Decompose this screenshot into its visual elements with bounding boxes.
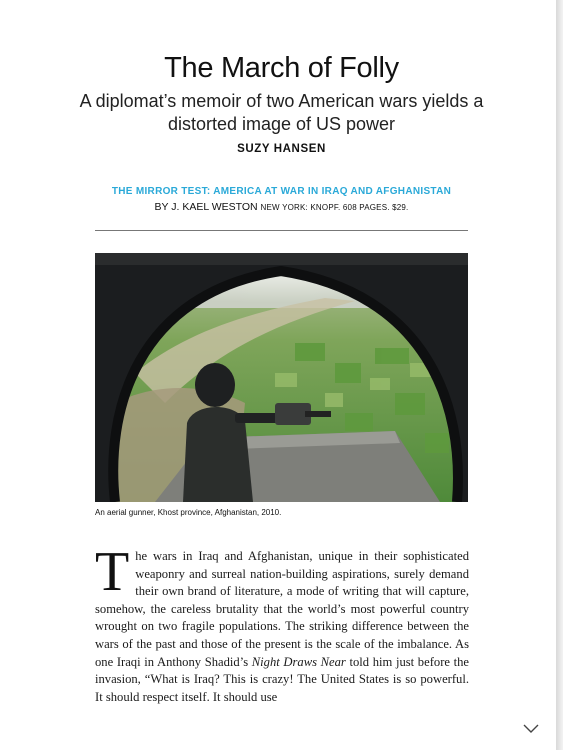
body-text-part-2: told him just before the invasion, “What is Iraq? This is crazy! The United States is so powerful. It should respect itself. It should use xyxy=(95,654,470,704)
page-edge-shadow xyxy=(556,0,563,750)
book-author: BY J. KAEL WESTON xyxy=(154,201,258,213)
book-title: THE MIRROR TEST: AMERICA AT WAR IN IRAQ AND AFGHANISTAN xyxy=(111,186,452,197)
book-info xyxy=(0,201,563,213)
article-body xyxy=(95,541,470,706)
section-divider xyxy=(95,230,468,231)
photo-caption: An aerial gunner, Khost province, Afghanistan, 2010. xyxy=(95,508,282,517)
body-text-part-1: he wars in Iraq and Afghanistan, unique in their sophisticated weaponry and surreal nation-building aspirations, surely demand their own brand of literature, a mode of writing that will capture, somehow, the careless brutality that the world’s most powerful country wrought on two fragile populations. The striking difference between the wars of the past and those of the present is the scale of the imbalance. As one Iraqi in Anthony Shadid’s xyxy=(95,549,469,669)
drop-cap: T xyxy=(95,541,130,603)
chevron-down-icon[interactable] xyxy=(522,721,540,735)
book-reference: Night Draws Near xyxy=(251,654,346,669)
article-headline: The March of Folly xyxy=(164,52,399,84)
aerial-gunner-illustration xyxy=(95,253,468,502)
article-dek: A diplomat’s memoir of two American wars yields a distorted image of US power xyxy=(79,91,484,134)
article-byline: SUZY HANSEN xyxy=(237,143,326,155)
book-publisher: NEW YORK: KNOPF. 608 PAGES. $29. xyxy=(260,203,409,212)
article-photo xyxy=(95,253,468,502)
